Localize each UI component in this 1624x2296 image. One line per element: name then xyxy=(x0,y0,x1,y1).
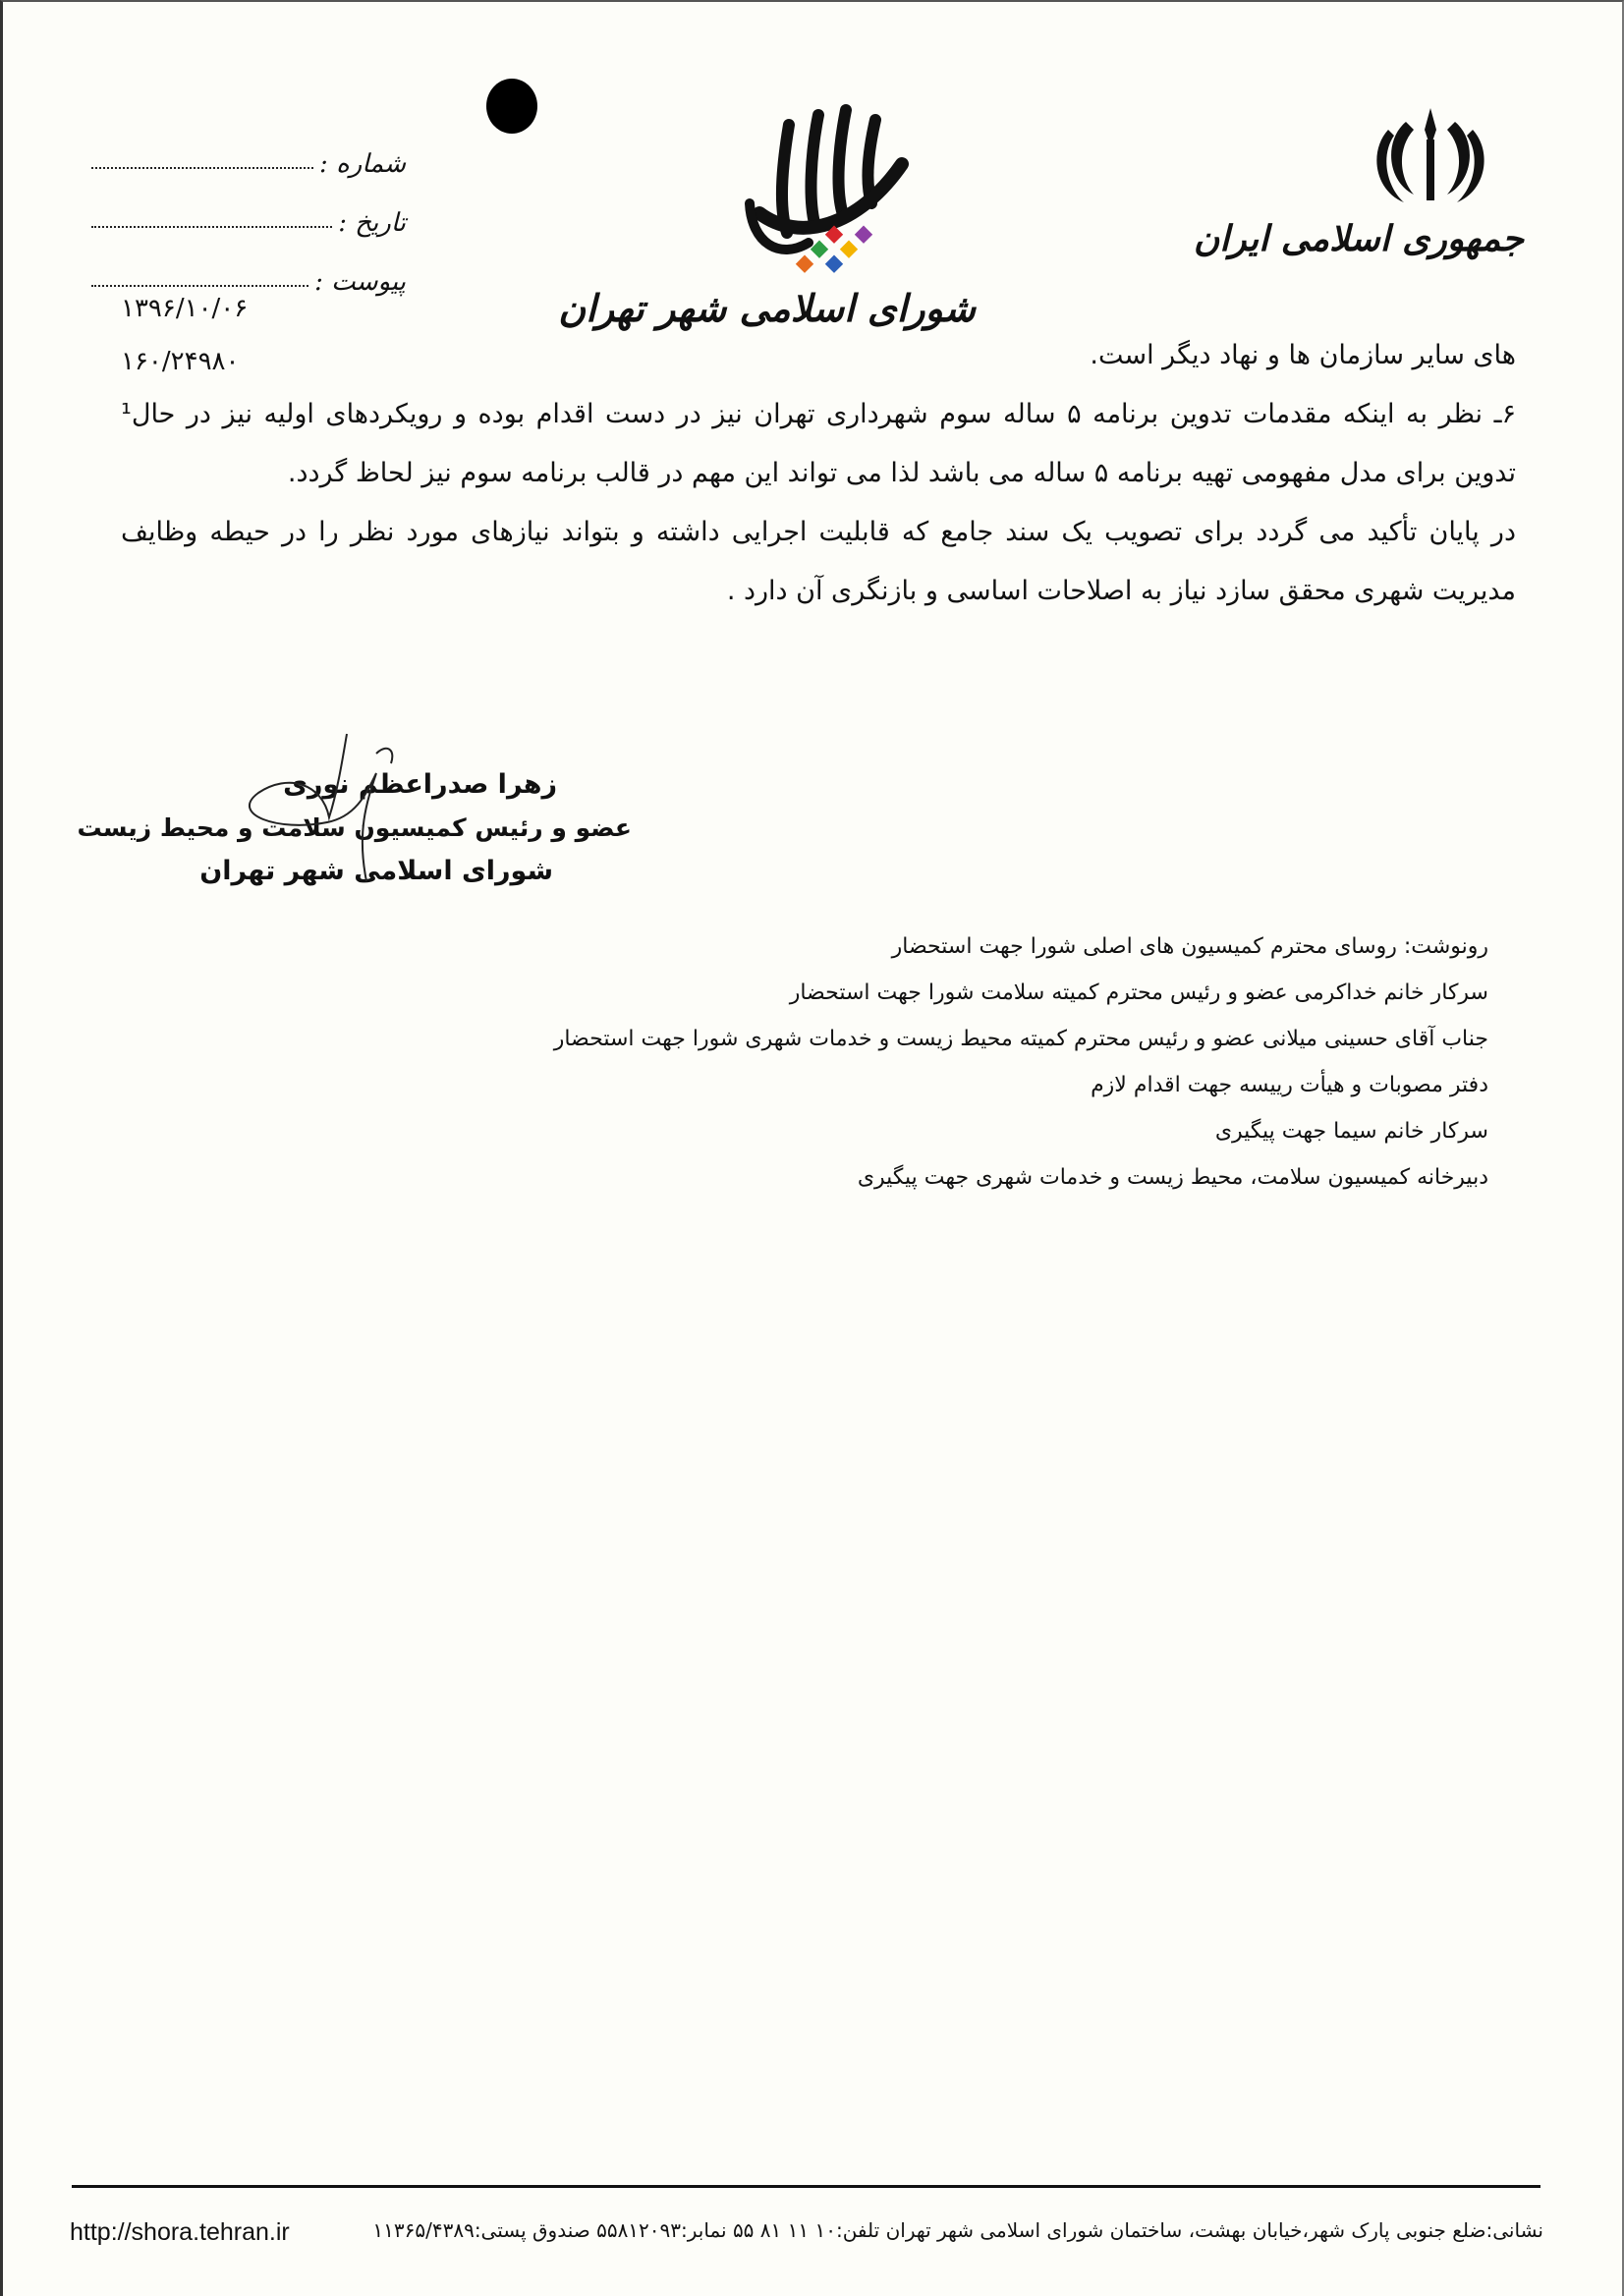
logo-cube xyxy=(825,255,843,273)
signer-organization: شورای اسلامی شهر تهران xyxy=(199,856,553,886)
date-value: ۱۳۹۶/۱۰/۰۶ xyxy=(121,294,249,323)
body-paragraph-2: ۶ـ نظر به اینکه مقدمات تدوین برنامه ۵ ساله سوم شهرداری تهران نیز در دست اقدام بوده و رویکردهای اولیه نیز در حال¹ تدوین برای مدل مفهومی تهیه برنامه ۵ ساله می باشد لذا می تواند این مهم در قالب برنامه سوم نیز لحاظ گردد. xyxy=(121,399,1516,488)
cc-item: دبیرخانه کمیسیون سلامت، محیط زیست و خدمات شهری جهت پیگیری xyxy=(857,1165,1488,1190)
number-value: ۱۶۰/۲۴۹۸۰ xyxy=(121,347,240,376)
number-field xyxy=(91,120,406,179)
tehran-council-logo-icon xyxy=(730,95,926,292)
cc-item: جناب آقای حسینی میلانی عضو و رئیس محترم کمیته محیط زیست و خدمات شهری شورا جهت استحضار xyxy=(553,1027,1488,1051)
body-paragraph-3: در پایان تأکید می گردد برای تصویب یک سند جامع که قابلیت اجرایی داشته و بتواند نیازهای مورد نظر را در حیطه وظایف مدیریت شهری محقق سازد نیاز به اصلاحات اساسی و بازنگری آن دارد . xyxy=(121,517,1516,606)
cc-item: رونوشت: روسای محترم کمیسیون های اصلی شورا جهت استحضار xyxy=(891,934,1488,959)
cc-item: سرکار خانم خداکرمی عضو و رئیس محترم کمیته سلامت شورا جهت استحضار xyxy=(789,980,1488,1005)
footer-url[interactable]: http://shora.tehran.ir xyxy=(70,2218,290,2246)
footer xyxy=(70,2211,1543,2260)
reference-fields xyxy=(91,120,406,297)
letter-body xyxy=(121,326,1516,621)
cc-list xyxy=(396,924,1488,1201)
number-label: شماره : xyxy=(319,149,406,179)
emblem-caption: جمهوری اسلامی ایران xyxy=(1193,218,1524,259)
council-logo xyxy=(558,95,976,330)
emblem-block xyxy=(1193,100,1524,259)
date-field xyxy=(91,179,406,238)
iran-emblem-icon xyxy=(1367,100,1494,208)
date-dots xyxy=(91,226,332,228)
date-label: تاریخ : xyxy=(338,208,406,238)
signer-name: زهرا صدراعظم نوری xyxy=(283,769,557,800)
number-dots xyxy=(91,167,313,169)
signature-block xyxy=(77,763,632,930)
logo-cube xyxy=(855,226,872,244)
footer-divider xyxy=(72,2185,1540,2188)
signer-title: عضو و رئیس کمیسیون سلامت و محیط زیست xyxy=(77,813,632,842)
attachment-label: پیوست : xyxy=(314,267,406,297)
footer-address: نشانی:ضلع جنوبی پارک شهر،خیابان بهشت، ساختمان شورای اسلامی شهر تهران تلفن:۱۰ ۱۱ ۸۱ ۵۵ نمابر:۵۵۸۱۲۰۹۳ صندوق پستی:۱۱۳۶۵/۴۳۸۹ xyxy=(372,2218,1543,2242)
logo-cube xyxy=(796,255,813,273)
body-paragraph-1: های سایر سازمان ها و نهاد دیگر است. xyxy=(1090,340,1516,370)
logo-cube xyxy=(840,241,858,258)
cc-item: دفتر مصوبات و هیأت رییسه جهت اقدام لازم xyxy=(1091,1073,1488,1097)
cc-item: سرکار خانم سیما جهت پیگیری xyxy=(1214,1119,1488,1144)
council-caption: شورای اسلامی شهر تهران xyxy=(558,286,976,330)
punch-hole xyxy=(486,79,537,134)
signature-scribble-icon xyxy=(219,724,416,891)
